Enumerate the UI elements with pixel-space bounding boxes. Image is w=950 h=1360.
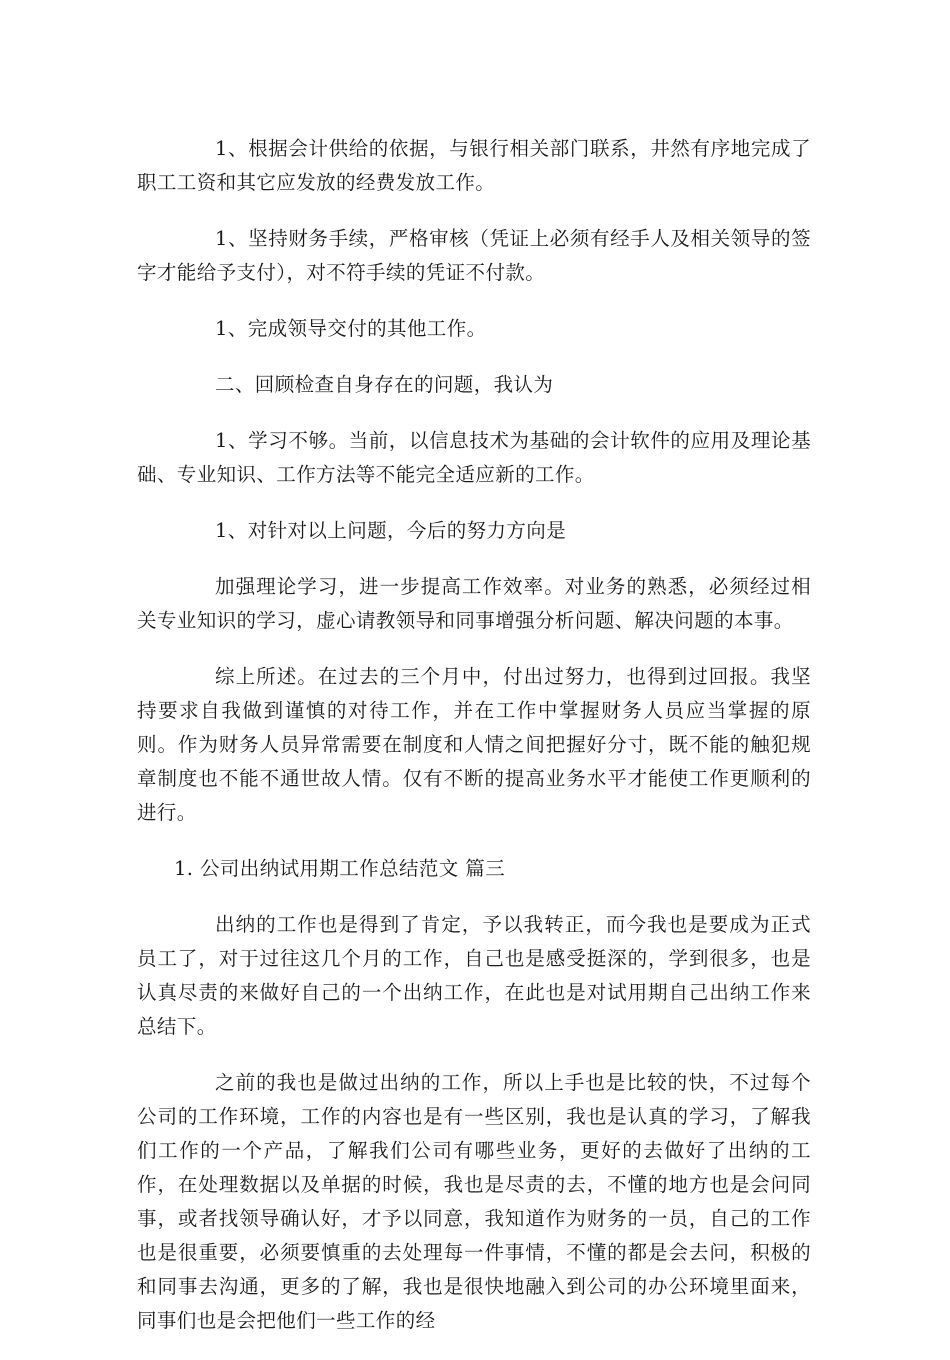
paragraph-improvement-direction: 1、对针对以上问题，今后的努力方向是 bbox=[215, 519, 567, 542]
document-page bbox=[137, 132, 811, 1360]
section-heading-problems: 二、回顾检查自身存在的问题，我认为 bbox=[215, 373, 554, 396]
paragraph-other-tasks: 1、完成领导交付的其他工作。 bbox=[215, 317, 487, 340]
paragraph-summary: 综上所述。在过去的三个月中，付出过努力，也得到过回报。我坚持要求自我做到谨慎的对待工作，并在工作中掌握财务人员应当掌握的原则。作为财务人员异常需要在制度和人情之间把握好分寸，既不能的触犯规章制度也不能不通世故人情。仅有不断的提高业务水平才能使工作更顺利的进行。 bbox=[137, 665, 811, 824]
paragraph-salary-payment: 1、根据会计供给的依据，与银行相关部门联系，井然有序地完成了职工工资和其它应发放的经费发放工作。 bbox=[137, 137, 811, 194]
paragraph-previous-experience: 之前的我也是做过出纳的工作，所以上手也是比较的快，不过每个公司的工作环境，工作的内容也是有一些区别，我也是认真的学习，了解我们工作的一个产品，了解我们公司有哪些业务，更好的去做好了出纳的工作，在处理数据以及单据的时候，我也是尽责的去，不懂的地方也是会问同事，或者找领导确认好，才予以同意，我知道作为财务的一员，自己的工作也是很重要，必须要慎重的去处理每一件事情，不懂的都是会去问，积极的和同事去沟通，更多的了解，我也是很快地融入到公司的办公环境里面来，同事们也是会把他们一些工作的经 bbox=[137, 1071, 811, 1332]
paragraph-insufficient-study: 1、学习不够。当前，以信息技术为基础的会计软件的应用及理论基础、专业知识、工作方法等不能完全适应新的工作。 bbox=[137, 429, 811, 486]
paragraph-cashier-confirmed: 出纳的工作也是得到了肯定，予以我转正，而今我也是要成为正式员工了，对于过往这几个月的工作，自己也是感受挺深的，学到很多，也是认真尽责的来做好自己的一个出纳工作，在此也是对试用期自己出纳工作来总结下。 bbox=[137, 913, 811, 1038]
paragraph-strengthen-theory: 加强理论学习，进一步提高工作效率。对业务的熟悉，必须经过相关专业知识的学习，虚心请教领导和同事增强分析问题、解决问题的本事。 bbox=[137, 575, 811, 632]
article-heading-part-three: 1. 公司出纳试用期工作总结范文 篇三 bbox=[174, 857, 506, 880]
paragraph-strict-review: 1、坚持财务手续，严格审核（凭证上必须有经手人及相关领导的签字才能给予支付），对不符手续的凭证不付款。 bbox=[137, 227, 811, 284]
